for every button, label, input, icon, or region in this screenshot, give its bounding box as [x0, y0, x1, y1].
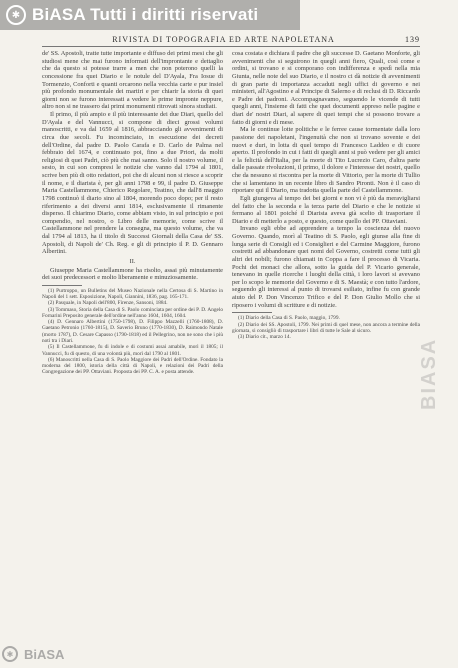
biasa-seal-icon: ✱: [2, 646, 18, 662]
footnote: (1) Purtroppo, un Bulletins del Museo Nazionale nella Certosa di S. Martino in Napoli del 1 sett. Esposizione, Napoli, Giannini, 1836, pag. 165-171.: [42, 287, 223, 301]
footnote: (3) Diario cit., marzo 14.: [238, 334, 291, 341]
footnote-divider: [42, 285, 82, 286]
running-header: [42, 35, 420, 47]
watermark-banner: [0, 0, 300, 30]
paragraph: Giuseppe Maria Castellammone ha risolto, assai più minutamente dei suoi predecessori e molto liberamente e minuziosamente.: [42, 266, 223, 282]
side-watermark: BIASA: [418, 337, 440, 410]
section-number: II.: [129, 257, 136, 265]
left-column: [42, 50, 223, 376]
biasa-seal-icon: ✱: [6, 5, 26, 25]
journal-title: RIVISTA DI TOPOGRAFIA ED ARTE NAPOLETANA: [112, 35, 335, 44]
paragraph: cosa costata e dichiara il padre che gli successe D. Gaetano Monforte, gli avvenimenti che si seguirono in quegli anni fiero, Quali, così come e ordini, si trovano e si comporano con indifferenza e spedì nella mia Giunta, nelle note del suo Diario, e il nostro ci dà notizie di avvenimenti di gran parte di importanza accaduti negli uffici di governo e nei ministeri, all'Agostino e al Principe di Salerno e di reclusi di D. Riccardo e Padre dei padroni. Accompagnavamo, seguendo le vicende di tutti quegli anni, l'insieme di fatti che quei documenti appreso nelle pagine e diari de' nostri Diari, al sapere di quei tempi che si possono trovare a fatto di giorni e di mese.: [232, 50, 420, 126]
footnotes: [42, 288, 223, 376]
footnote: (2) Diario dei SS. Apostoli, 1799. Nei primi di quel mese, non ancora a termine della giornata, si consigliò di trasportare i libri di tutte le Sale al sicuro.: [232, 321, 420, 334]
footnote: (5) Il Castellammone, fu di indole e di costumi assai amabile, morì il 1805; il Vannucci, fu di questo, di una volontà più, morì dal 1790 al 1801.: [42, 344, 223, 357]
paragraph: de' SS. Apostoli, tratte tutte importante e diffuso dei primi mesi che gli studiosi mene che mai furono informati dell'improntante e dettaglio che da questo si potesse trarre a men che non poterono quelli la concessione fra quei Diario e le notule del D'Ayala, Fra Iosue di Tormenzio, Conforti e quanti orcarono nella vecchia carte e pur insiel più profondo monumentale dei martiri e per chiarir la storia di quei giorni non se furono interessati a vedere le prime impronte neppure, altro non si ne trassero dai primi monumenti ritrovati sinora studiati.: [42, 50, 223, 111]
watermark-banner-text: BiASA Tutti i diritti riservati: [32, 5, 259, 24]
footnote: (6) Manoscritti nella Casa di S. Paolo Maggiore dei Padri dell'Ordine. Fondato la moderna del 1800, istoria della città di Napoli, e relazioni dei Padri della Congregazione dei PP. Ottaviani. Proposta dei PP. C. A. e posta attende.: [42, 356, 223, 376]
paragraph: Ma le continue lotte politiche e le ferree cause tormentate dalla loro passione dei napoletani, l'ingenuità che non si trovano sovente e dei nuovi e duri, in lotta di quel tempo di Francesco Laddeo e di cuore aperto. Il profondo in cui i fatti di quegli anni si può vedere per gli amici e la felicità dell'Italia, per la morte di Tito Lucrezio Caro, d'altra parte dalle passate rivoluzioni, il primo, il dolore e l'interesse dei nostri, quello che da nessuno si riscontra per la morte di Vittorio, per la morte di Tullio che si lamentano in un recente libro di Sandro Pironti. Non è il caso di riportare qui il Diario, ma tradotta quella parte del Castellammone.: [232, 126, 420, 195]
footnote: (2) Pasquale, in Napoli dell'800, Firenze, Sansoni, 1884.: [48, 300, 168, 307]
footnotes: [232, 315, 420, 340]
bottom-watermark-text: BiASA: [24, 646, 65, 662]
paragraph: Egli giungeva al tempo dei bei giorni e non vi è più da meravigliarsi del fatto che la seconda e la terza parte del Diario e che le notizie si fermano al 1801 poiché il Diarista aveva già scelto di trasportare il Diario e di metterlo a posto, e questo, come quello dei PP. Ottaviani.: [232, 194, 420, 225]
footnote: (4) D. Gennaro Albertini (1750-1798), D. Filippo Mazzelli (1760-1808), D. Gaetano Petronio (1760-1815), D. Saverio Bruno (1770-1830), D. Raimondo Natale (morto 1787), D. Cesare Capasso (1790-1818) ed il Pellegrino, non ne sono che i più noti tra i Diari.: [42, 319, 223, 344]
page-number: 139: [405, 35, 420, 44]
footnote: (3) Tommaso, Storia della Casa di S. Paolo cominciata per ordine dei P. D. Angelo Fornarini Preposito generale dell'ordine nell'anno 1604, 1604, 1604.: [42, 306, 223, 319]
paragraph: Invano egli ebbe ad apprendere a tempo la coscienza del nuovo Governo. Quando, morì al Teatino di S. Paolo, egli giunse alla fine di lunga serie di Consigli ed i Consiglieri e del Carmine Maggiore, furono costretti ad abbandonare quei nomi del Governo, costretti come tutti gli altri dei nobili; furono chiamati in Coppa a fare il processo di Vicaria. Pochi dei monaci che allora, sotto la guida del P. Vicario generale, tenevano in quelle ricerche i luoghi della città, i loro lavori si avevano per lo scopo le memorie del Governo e di S. Maestà; e con tutto l'ardore, seguendo gli interessi al punto di trovarsi esiliato, infine fu con grande aiuto del P. Don Vincenzo Trifico e del P. Don Giulio Mollo che si riposero i volumi di scritture e di notizie.: [232, 225, 420, 309]
footnote: (1) Diario della Casa di S. Paolo, maggio, 1799.: [238, 315, 340, 322]
footnote-divider: [232, 312, 272, 313]
paragraph: Il primo, il più ampio e il più interessante dei due Diari, quello del D'Ayala e del Vannucci, si compone di dieci grossi volumi manoscritti, e va dal 1659 al 1816, abbracciando gli avvenimenti di circa due secoli. Fu incominciato, in esecuzione dei decreti dell'Ordine, dal padre D. Paolo Carafa e D. Carlo de Palma nel febbraio del 1674, e continuato poi, fino a due Priori, da molti religiosi di quei Padri, ciò più che mai sanno. Solo il nostro volume, il sesto, in cui son compresi le notizie che vanno dal 1794 al 1801, scrive ben più di otto redattori, poi che di alcuni non si riesce a scoprir il nome, e il diarista è, per gli anni 1798 e 99, il padre D. Giuseppe Maria Castellammone, Chierico Regolare, Teatino, che dall'8 maggio 1798 continuò il diario sino al 1804, morendo poco dopo; per il resto riferimento a dei diversi anni 1814, esclusivamente il rimanente disperso. Il chiarimo Diario, come abbiam visto, in sul principio e poi compendio, nel nostro, o Libro delle memorie, come scrive il Castellammone nel prendere la consegna, ma questo volume, che va dal 1794 al 1813, ha il titolo di Successi Giornali della Casa de' SS. Apostoli, di Napoli de' Ch. Reg. e gli di principio il P. D. Gennaro Albertini.: [42, 111, 223, 256]
right-column: [232, 50, 420, 340]
bottom-watermark: [2, 646, 64, 662]
